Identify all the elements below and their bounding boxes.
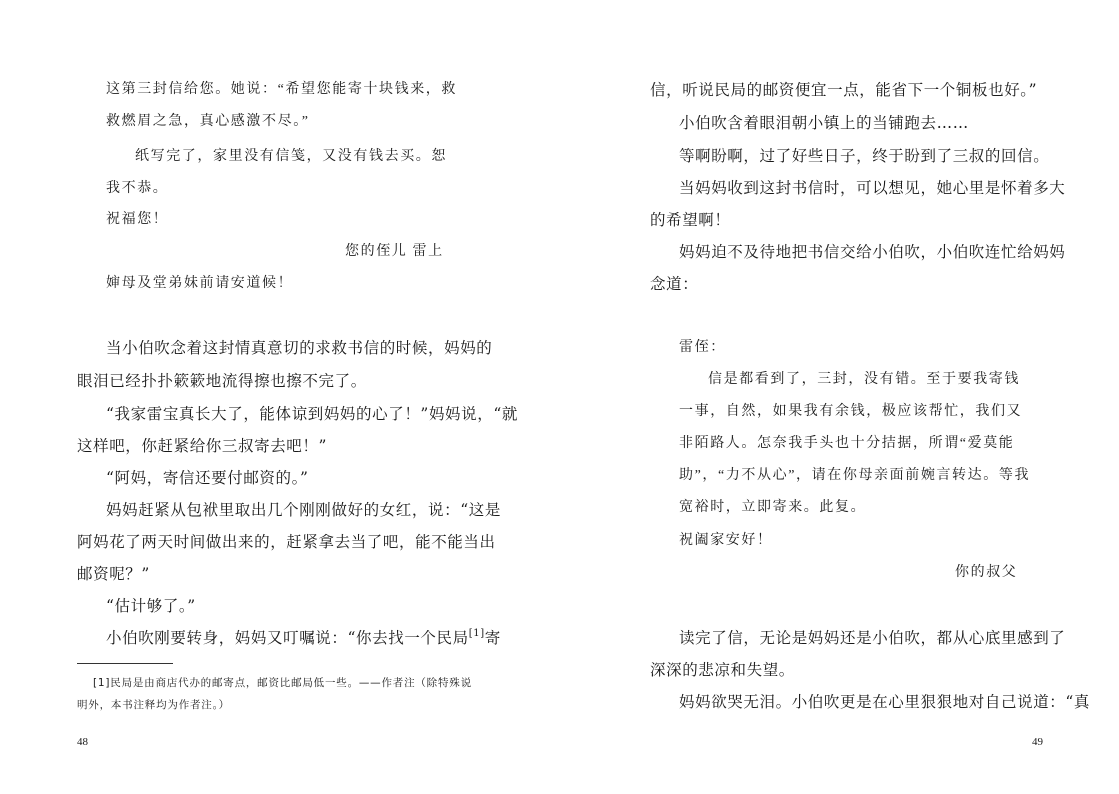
page-number: 48 xyxy=(77,736,88,748)
paragraph-line: 这样吧，你赶紧给你三叔寄去吧！” xyxy=(77,437,328,455)
paragraph-line: 读完了信，无论是妈妈还是小伯吹，都从心底里感到了 xyxy=(679,629,1066,647)
paragraph-text: 小伯吹刚要转身，妈妈又叮嘱说：“你去找一个民局 xyxy=(106,629,469,647)
paragraph-line: 当小伯吹念着这封情真意切的求救书信的时候，妈妈的 xyxy=(106,339,493,357)
letter-line: 救燃眉之急，真心感激不尽。” xyxy=(106,114,310,129)
letter-line: 我不恭。 xyxy=(106,181,169,196)
paragraph-line: 小伯吹含着眼泪朝小镇上的当铺跑去…… xyxy=(679,114,969,132)
paragraph-line: 阿妈花了两天时间做出来的，赶紧拿去当了吧，能不能当出 xyxy=(77,533,496,551)
footnote-line: 明外，本书注释均为作者注。） xyxy=(77,699,230,711)
footnote-divider xyxy=(77,663,173,664)
paragraph-line: 妈妈迫不及待地把书信交给小伯吹，小伯吹连忙给妈妈 xyxy=(679,243,1066,261)
letter-line: 非陌路人。怎奈我手头也十分拮据，所谓“爱莫能 xyxy=(679,436,1015,451)
letter-line: 婶母及堂弟妹前请安道候！ xyxy=(106,276,294,291)
paragraph-line: 信，听说民局的邮资便宜一点，能省下一个铜板也好。” xyxy=(650,81,1038,99)
letter-signature: 您的侄儿 雷上 xyxy=(345,244,444,259)
paragraph-line: 邮资呢？” xyxy=(77,565,150,583)
paragraph-line: 深深的悲凉和失望。 xyxy=(650,661,795,679)
paragraph-line: 念道： xyxy=(650,275,699,293)
letter-line: 宽裕时，立即寄来。此复。 xyxy=(679,500,867,515)
letter-line: 祝阖家安好！ xyxy=(679,533,773,548)
letter-line: 纸写完了，家里没有信笺，又没有钱去买。恕 xyxy=(135,149,447,164)
paragraph-line xyxy=(106,626,501,648)
paragraph-line: 的希望啊！ xyxy=(650,211,731,229)
paragraph-line: “我家雷宝真长大了，能体谅到妈妈的心了！”妈妈说，“就 xyxy=(106,405,518,423)
paragraph-line: “估计够了。” xyxy=(106,597,196,615)
letter-line: 信是都看到了，三封，没有错。至于要我寄钱 xyxy=(708,372,1020,387)
paragraph-line: 当妈妈收到这封书信时，可以想见，她心里是怀着多大 xyxy=(679,179,1066,197)
footnote-marker: [1] xyxy=(468,628,485,639)
paragraph-line: “阿妈，寄信还要付邮资的。” xyxy=(106,469,309,487)
letter-line: 祝福您！ xyxy=(106,212,169,227)
letter-line: 助”，“力不从心”，请在你母亲面前婉言转达。等我 xyxy=(679,468,1031,483)
letter-line: 一事，自然，如果我有余钱，极应该帮忙，我们又 xyxy=(679,404,1023,419)
page-number: 49 xyxy=(1032,736,1043,748)
letter-line: 这第三封信给您。她说：“希望您能寄十块钱来，救 xyxy=(106,82,458,97)
letter-line: 雷侄： xyxy=(679,340,726,355)
paragraph-text: 寄 xyxy=(484,629,501,647)
right-page xyxy=(560,0,1119,794)
paragraph-line: 眼泪已经扑扑簌簌地流得擦也擦不完了。 xyxy=(77,372,367,390)
paragraph-line: 妈妈赶紧从包袱里取出几个刚刚做好的女红，说：“这是 xyxy=(106,501,501,519)
letter-signature: 你的叔父 xyxy=(955,565,1018,580)
footnote-line: [1]民局是由商店代办的邮寄点，邮资比邮局低一些。——作者注（除特殊说 xyxy=(93,677,472,689)
paragraph-line: 妈妈欲哭无泪。小伯吹更是在心里狠狠地对自己说道：“真 xyxy=(679,693,1091,711)
paragraph-line: 等啊盼啊，过了好些日子，终于盼到了三叔的回信。 xyxy=(679,147,1050,165)
